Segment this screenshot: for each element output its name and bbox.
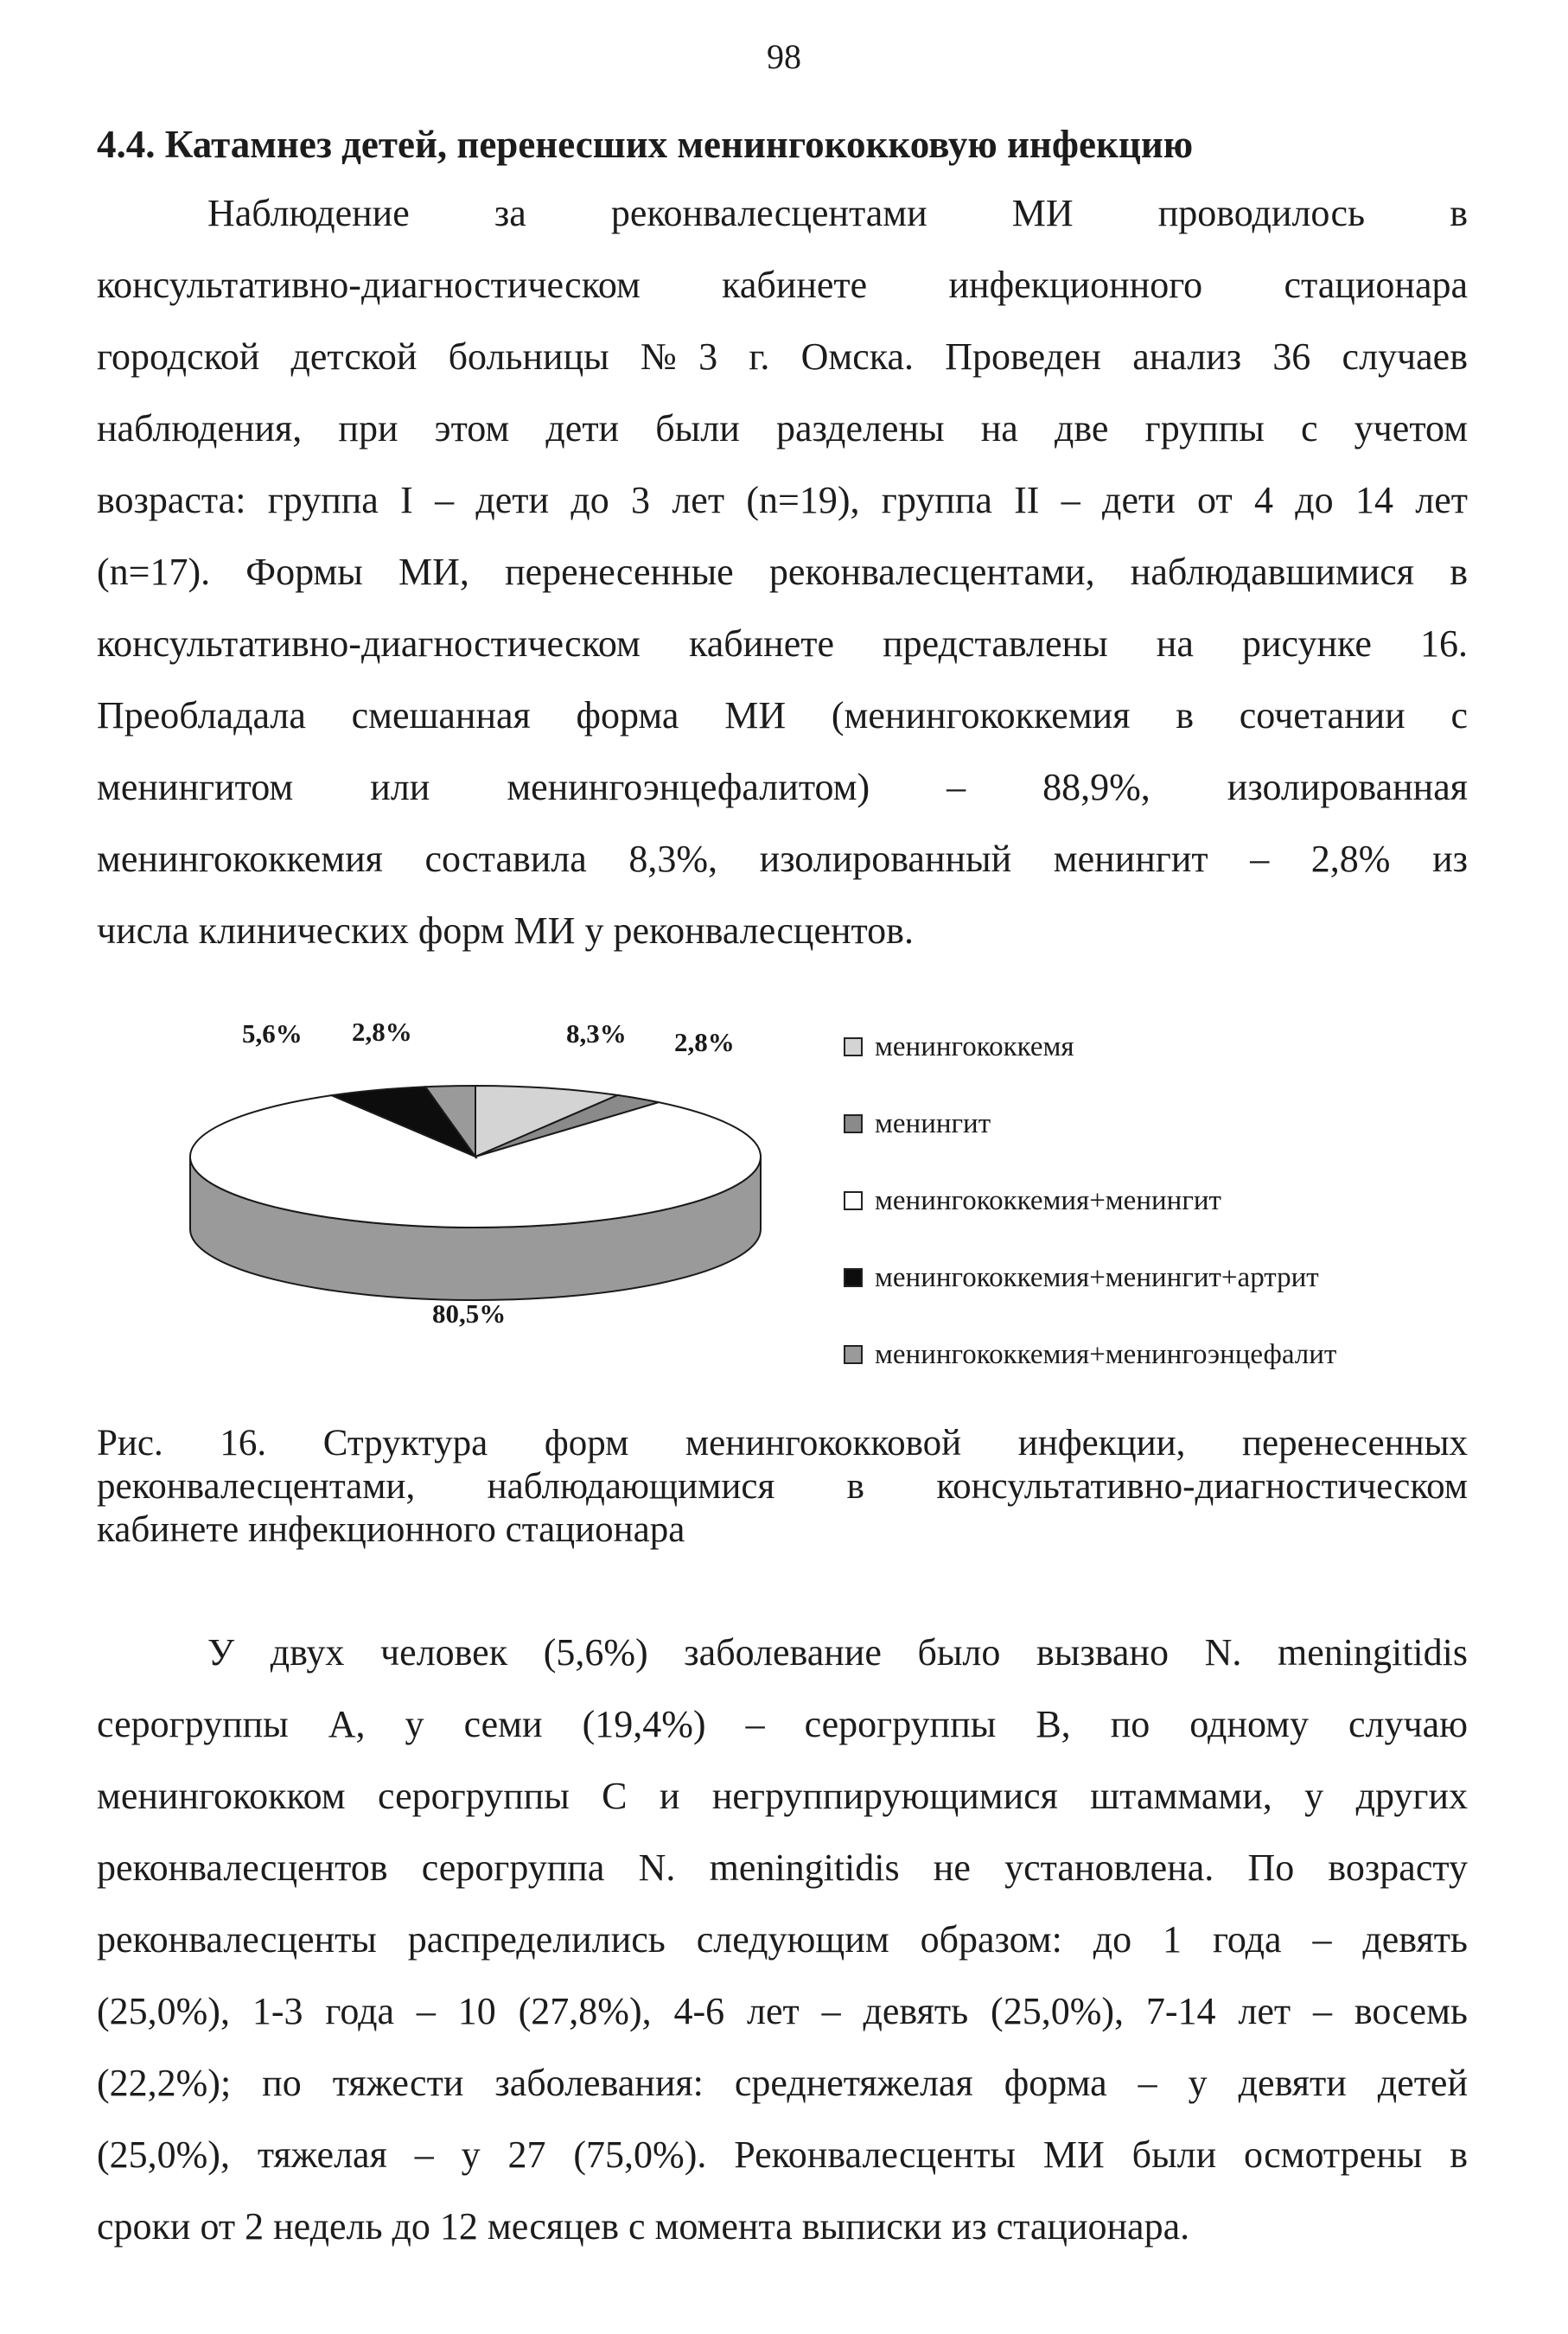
caption-line: Рис. 16. Структура форм менингококковой инфекции, перенесенных [97,1423,1468,1464]
paragraph-line: городской детской больницы №3 г. Омска. Проведен анализ 36 случаев [97,335,1468,378]
paragraph-line: возраста: группа I – дети до 3 лет (n=19), группа II – дети от 4 до 14 лет [97,479,1468,521]
paragraph-line: (22,2%); по тяжести заболевания: среднетяжелая форма – у девяти детей [97,2062,1468,2104]
pie-chart [164,1003,787,1366]
figure-caption [97,1422,1468,1552]
legend-swatch [844,1191,863,1210]
pie-data-label: 2,8% [352,1017,412,1047]
paragraph-line: Преобладала смешанная форма МИ (менингококкемия в сочетании с [97,694,1468,737]
legend-swatch [844,1114,863,1133]
paragraph-line: реконвалесцентов серогруппа N. meningitidis не установлена. По возрасту [97,1846,1468,1889]
legend-item [844,1261,1336,1293]
chart-legend [844,1030,1337,1419]
paragraph-line: (n=17). Формы МИ, перенесенные реконвалесцентами, наблюдавшимися в [97,551,1468,593]
paragraph-line: менингококком серогруппы С и негруппирующимися штаммами, у других [97,1775,1468,1817]
paragraph-line: консультативно-диагностическом кабинете представлены на рисунке 16. [97,622,1468,665]
pie-data-label: 80,5% [432,1298,507,1329]
caption-line: кабинете инфекционного стационара [97,1509,685,1550]
paragraph-line: (25,0%), 1-3 года – 10 (27,8%), 4-6 лет – девять (25,0%), 7-14 лет – восемь [97,1990,1468,2032]
page-number: 98 [767,37,801,76]
paragraph-2 [97,1617,1468,2262]
legend-item [844,1030,1336,1062]
paragraph-line: числа клинических форм МИ у реконвалесцентов. [97,909,914,952]
legend-item [844,1184,1336,1216]
paragraph-line: наблюдения, при этом дети были разделены на две группы с учетом [97,407,1468,450]
legend-swatch [844,1345,863,1364]
paragraph-line: реконвалесценты распределились следующим образом: до 1 года – девять [97,1918,1468,1961]
legend-item [844,1107,1336,1139]
legend-label: менингококкемия+менингит+артрит [875,1261,1319,1293]
legend-item [844,1338,1337,1370]
paragraph-line: (25,0%), тяжелая – у 27 (75,0%). Реконвалесценты МИ были осмотрены в [97,2133,1468,2176]
pie-data-label: 5,6% [242,1018,303,1049]
caption-line: реконвалесцентами, наблюдающимися в консультативно-диагностическом [97,1466,1468,1507]
legend-label: менингит [875,1107,991,1139]
paragraph-1 [97,177,1468,966]
pie-data-label: 8,3% [566,1018,627,1049]
legend-swatch [844,1037,863,1056]
paragraph-line: консультативно-диагностическом кабинете инфекционного стационара [97,264,1468,306]
paragraph-line: менингитом или менингоэнцефалитом) – 88,9%, изолированная [97,766,1468,808]
paragraph-line: Наблюдение за реконвалесцентами МИ проводилось в [207,192,1468,234]
pie-top-group [190,1086,761,1228]
legend-label: менингококкемия+менингоэнцефалит [875,1338,1337,1370]
paragraph-line: серогруппы А, у семи (19,4%) – серогруппы В, по одному случаю [97,1703,1468,1745]
paragraph-line: менингококкемия составила 8,3%, изолированный менингит – 2,8% из [97,838,1468,880]
legend-swatch [844,1268,863,1287]
legend-label: менингококкемя [875,1030,1074,1062]
pie-data-label: 2,8% [674,1027,735,1057]
section-title: 4.4. Катамнез детей, перенесших менингококковую инфекцию [97,123,1194,166]
legend-label: менингококкемия+менингит [875,1184,1221,1216]
paragraph-line: сроки от 2 недель до 12 месяцев с момента выписки из стационара. [97,2205,1190,2248]
paragraph-line: У двух человек (5,6%) заболевание было вызвано N. meningitidis [207,1631,1468,1674]
